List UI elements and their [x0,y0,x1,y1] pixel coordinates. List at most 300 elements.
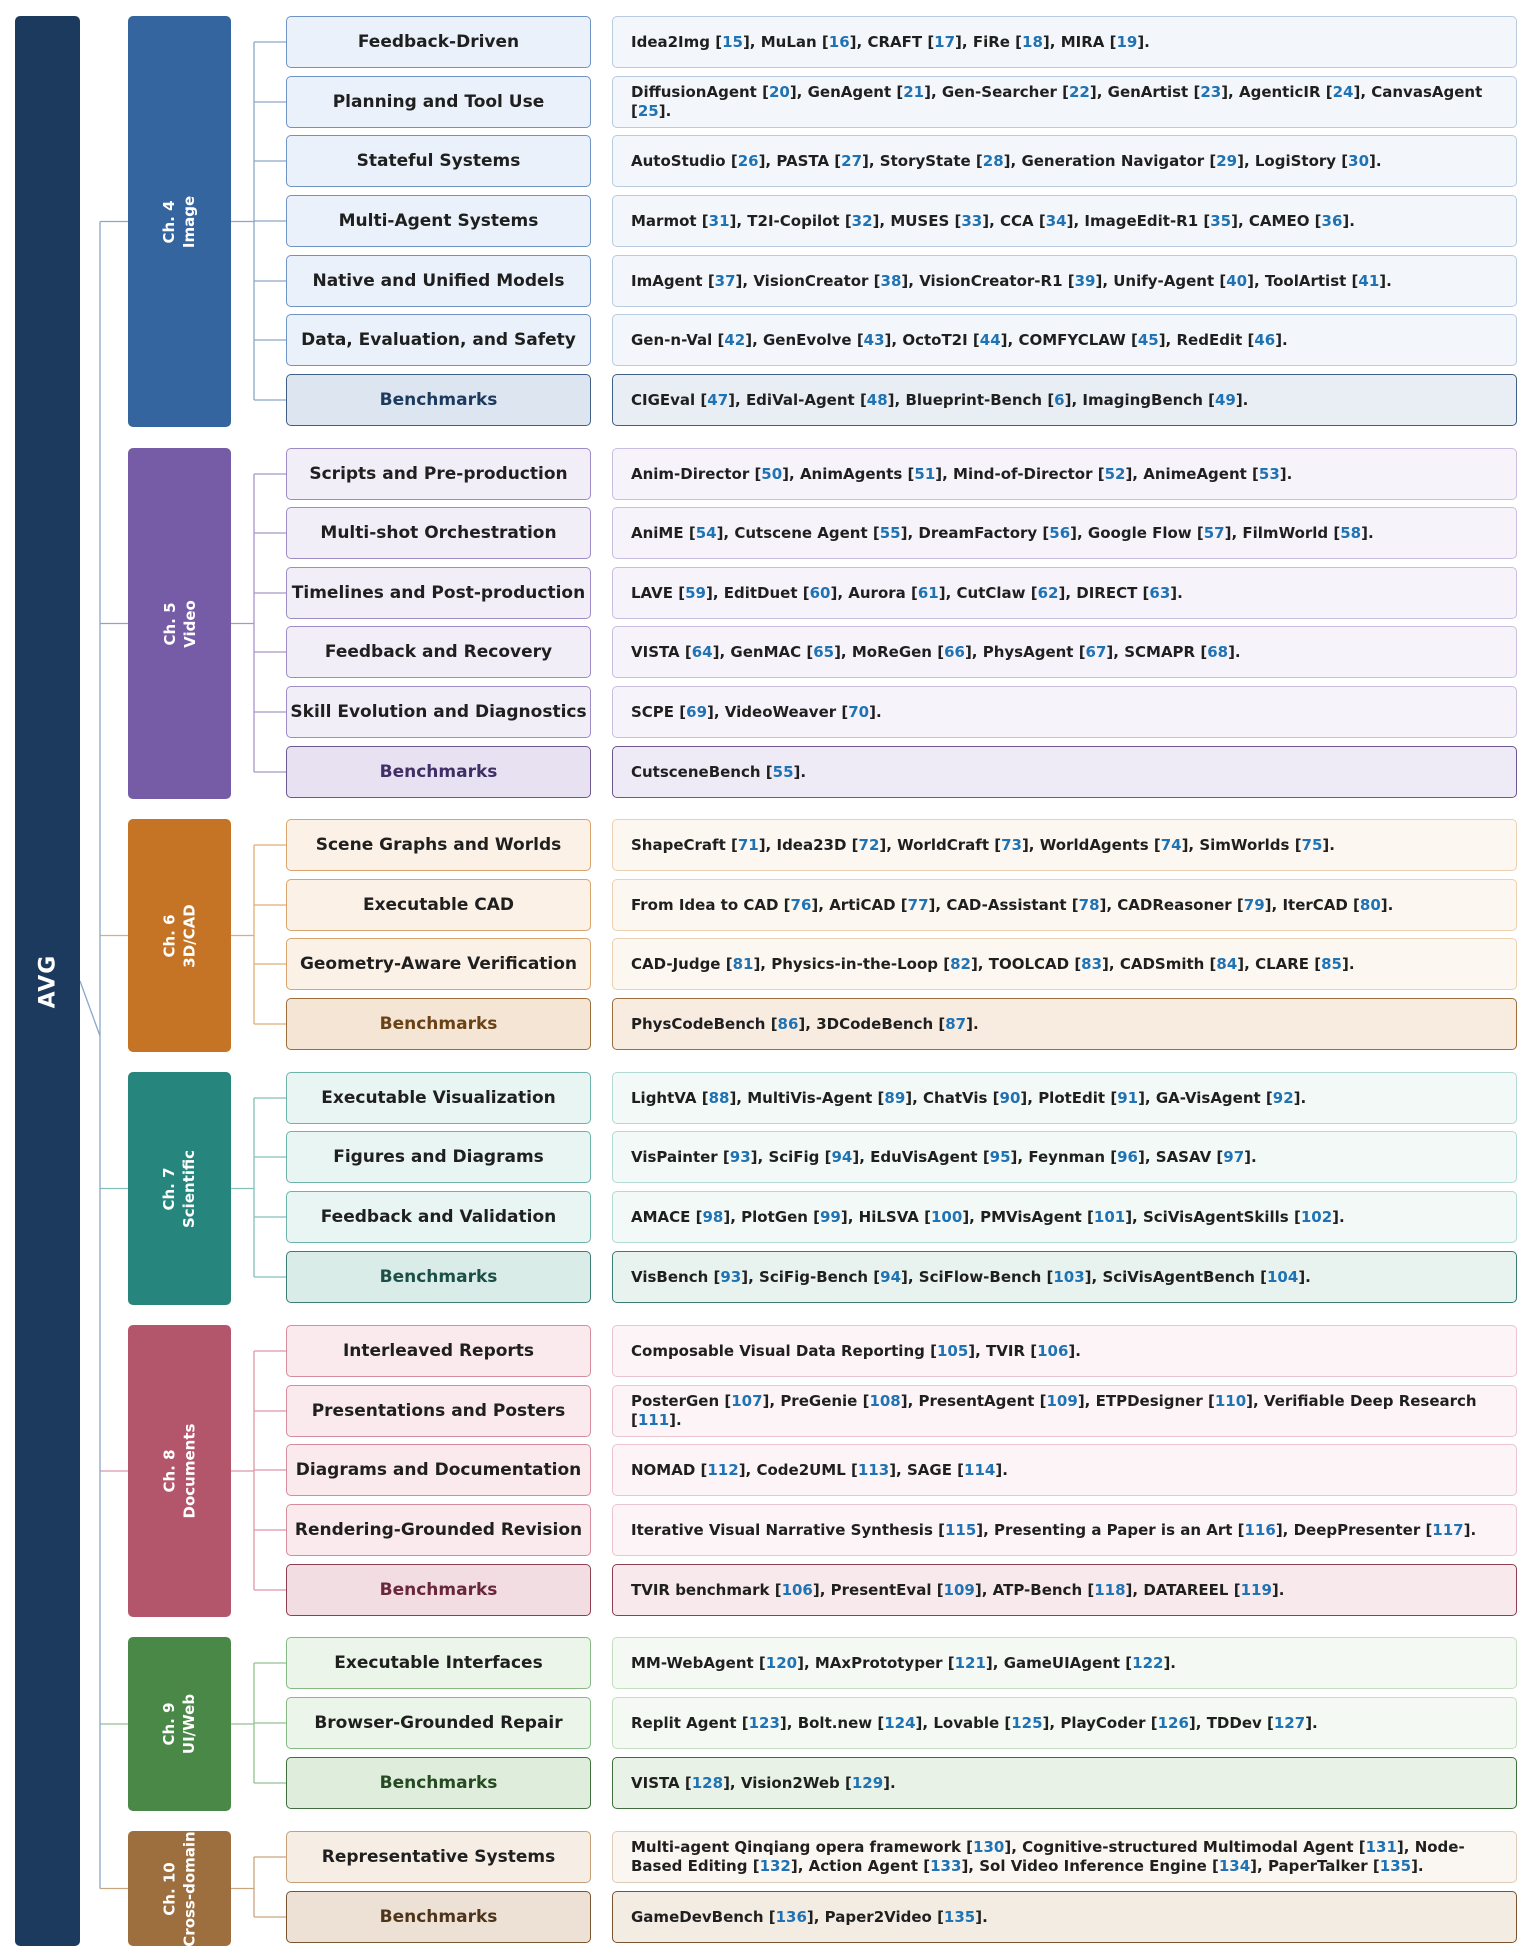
citation-number[interactable]: 132 [759,1857,791,1875]
category-node: Interleaved Reports [286,1325,591,1377]
chapter-number: Ch. 7 [160,1166,179,1211]
citation-number[interactable]: 56 [1049,523,1071,542]
category-node: Executable Interfaces [286,1637,591,1689]
citation-number[interactable]: 88 [708,1088,730,1107]
references-box [612,76,1517,128]
benchmarks-category: Benchmarks [286,998,591,1050]
citation-number[interactable]: 24 [1332,83,1354,101]
citation-number[interactable]: 33 [961,211,983,230]
citation-number[interactable]: 68 [1207,642,1229,661]
reference-name: DATAREEL [1143,1580,1229,1599]
reference-name: PlotGen [741,1207,808,1226]
citation-number[interactable]: 45 [1137,330,1159,349]
citation-number[interactable]: 122 [1132,1653,1164,1672]
citation-number[interactable]: 80 [1359,895,1381,914]
citation-number[interactable]: 117 [1432,1520,1464,1539]
reference-name: TOOLCAD [988,954,1070,973]
reference-name: SCMAPR [1124,642,1196,661]
citation-number[interactable]: 55 [879,523,901,542]
chapter-number: Ch. 5 [160,601,179,646]
reference-name: Presenting a Paper is an Art [994,1520,1233,1539]
reference-name: EditDuet [723,583,798,602]
citation-number[interactable]: 102 [1300,1207,1333,1226]
citation-number[interactable]: 70 [848,702,870,721]
references-box [612,1385,1517,1437]
citation-number[interactable]: 51 [914,464,936,483]
reference-name: GenAgent [807,83,892,101]
chapter-title: UI/Web [180,1693,199,1755]
citation-number[interactable]: 94 [880,1267,902,1286]
reference-list: LightVA [88], MultiVis-Agent [89], ChatVis [90], PlotEdit [91], GA-VisAgent [92]. [631,1088,1307,1107]
reference-name: SciFlow-Bench [918,1267,1042,1286]
citation-number[interactable]: 112 [707,1460,739,1479]
reference-list: VISTA [64], GenMAC [65], MoReGen [66], PhysAgent [67], SCMAPR [68]. [631,642,1241,661]
references-box [612,1831,1517,1883]
citation-number[interactable]: 82 [950,954,971,973]
reference-name: VideoWeaver [724,702,837,721]
citation-number[interactable]: 63 [1149,583,1171,602]
chapter-number: Ch. 4 [160,199,179,244]
citation-number[interactable]: 61 [917,583,939,602]
citation-number[interactable]: 93 [720,1267,742,1286]
citation-number[interactable]: 46 [1254,330,1276,349]
citation-number[interactable]: 81 [732,954,754,973]
reference-name: Bolt.new [797,1713,873,1732]
citation-number[interactable]: 90 [999,1088,1021,1107]
reference-name: TDDev [1206,1713,1262,1732]
citation-number[interactable]: 93 [729,1147,751,1166]
citation-number[interactable]: 22 [1068,83,1090,101]
citation-number[interactable]: 79 [1243,895,1265,914]
references-box [612,567,1517,619]
reference-list: CIGEval [47], EdiVal-Agent [48], Blueprint-Bench [6], ImagingBench [49]. [631,390,1249,409]
citation-number[interactable]: 76 [790,895,812,914]
citation-number[interactable]: 133 [930,1857,962,1875]
reference-name: AgenticIR [1238,83,1321,101]
citation-number[interactable]: 75 [1301,835,1323,854]
reference-name: StoryState [879,151,971,170]
reference-name: CutsceneBench [631,762,761,781]
citation-number[interactable]: 67 [1085,642,1107,661]
citation-number[interactable]: 35 [1210,211,1232,230]
chapter-node [128,448,231,799]
benchmarks-category: Benchmarks [286,1891,591,1943]
reference-list: Gen-n-Val [42], GenEvolve [43], OctoT2I [44], COMFYCLAW [45], RedEdit [46]. [631,330,1288,349]
citation-number[interactable]: 77 [907,895,929,914]
reference-name: SAGE [906,1460,952,1479]
citation-number[interactable]: 95 [989,1147,1011,1166]
reference-name: MultiVis-Agent [747,1088,873,1107]
citation-number[interactable]: 25 [637,102,659,120]
citation-number[interactable]: 105 [936,1341,969,1360]
references-box [612,998,1517,1050]
reference-list: TVIR benchmark [106], PresentEval [109], ATP-Bench [118], DATAREEL [119]. [631,1580,1285,1599]
reference-list: Anim-Director [50], AnimAgents [51], Mind-of-Director [52], AnimeAgent [53]. [631,464,1293,483]
citation-number[interactable]: 17 [934,32,956,51]
citation-number[interactable]: 116 [1244,1520,1276,1539]
citation-number[interactable]: 6 [1054,390,1065,409]
category-node: Rendering-Grounded Revision [286,1504,591,1556]
reference-name: AnimAgents [799,464,903,483]
citation-number[interactable]: 113 [857,1460,890,1479]
citation-number[interactable]: 89 [884,1088,906,1107]
citation-number[interactable]: 69 [686,702,708,721]
citation-number[interactable]: 64 [691,642,713,661]
references-box [612,686,1517,738]
reference-name: CanvasAgent [1371,83,1483,101]
category-node: Skill Evolution and Diagnostics [286,686,591,738]
chapter-node [128,16,231,427]
reference-name: MIRA [1060,32,1105,51]
category-node: Browser-Grounded Repair [286,1697,591,1749]
citation-number[interactable]: 74 [1160,835,1182,854]
references-box [612,1564,1517,1616]
citation-number[interactable]: 65 [813,642,835,661]
reference-list: AutoStudio [26], PASTA [27], StoryState [28], Generation Navigator [29], LogiStory [30]. [631,151,1382,170]
citation-number[interactable]: 54 [695,523,717,542]
citation-number[interactable]: 111 [637,1411,670,1429]
references-box [612,1757,1517,1809]
category-node: Executable CAD [286,879,591,931]
citation-number[interactable]: 40 [1226,271,1248,290]
citation-number[interactable]: 20 [768,83,790,101]
reference-name: HiLSVA [858,1207,919,1226]
citation-number[interactable]: 114 [964,1460,996,1479]
reference-list: CAD-Judge [81], Physics-in-the-Loop [82], TOOLCAD [83], CADSmith [84], CLARE [85]. [631,954,1355,973]
reference-name: GameDevBench [631,1907,764,1926]
citation-number[interactable]: 103 [1053,1267,1085,1286]
citation-number[interactable]: 110 [1214,1392,1247,1410]
citation-number[interactable]: 34 [1045,211,1067,230]
reference-name: ImAgent [631,271,703,290]
reference-name: PaperTalker [1267,1857,1368,1875]
citation-number[interactable]: 26 [737,151,759,170]
reference-name: Google Flow [1087,523,1192,542]
reference-name: NOMAD [631,1460,696,1479]
reference-list: VISTA [128], Vision2Web [129]. [631,1773,896,1792]
category-node: Figures and Diagrams [286,1131,591,1183]
reference-name: IterCAD [1282,895,1348,914]
citation-number[interactable]: 91 [1117,1088,1139,1107]
citation-number[interactable]: 30 [1348,151,1370,170]
category-node: Feedback-Driven [286,16,591,68]
benchmarks-category: Benchmarks [286,374,591,426]
chapter-label [159,1694,199,1754]
references-box [612,314,1517,366]
citation-number[interactable]: 130 [973,1838,1005,1856]
citation-number[interactable]: 94 [831,1147,853,1166]
citation-number[interactable]: 136 [775,1907,807,1926]
reference-list: NOMAD [112], Code2UML [113], SAGE [114]. [631,1460,1008,1479]
reference-list: AniME [54], Cutscene Agent [55], DreamFactory [56], Google Flow [57], FilmWorld [58]. [631,523,1374,542]
chapter-title: Video [180,599,199,648]
citation-number[interactable]: 109 [943,1580,975,1599]
citation-number[interactable]: 92 [1272,1088,1294,1107]
citation-number[interactable]: 16 [828,32,850,51]
reference-name: TVIR [986,1341,1026,1360]
reference-list: SCPE [69], VideoWeaver [70]. [631,702,882,721]
category-node: Representative Systems [286,1831,591,1883]
reference-name: TVIR benchmark [631,1580,770,1599]
citation-number[interactable]: 41 [1358,271,1380,290]
citation-number[interactable]: 98 [702,1207,724,1226]
citation-number[interactable]: 29 [1216,151,1238,170]
reference-name: GameUIAgent [1003,1653,1121,1672]
citation-number[interactable]: 108 [869,1392,901,1410]
references-box [612,879,1517,931]
reference-name: ImageEdit-R1 [1084,211,1199,230]
reference-list: Composable Visual Data Reporting [105], TVIR [106]. [631,1341,1081,1360]
citation-number[interactable]: 83 [1081,954,1103,973]
reference-name: DiffusionAgent [631,83,757,101]
citation-number[interactable]: 87 [945,1014,967,1033]
citation-number[interactable]: 58 [1340,523,1362,542]
reference-name: VisPainter [631,1147,718,1166]
reference-name: CRAFT [867,32,923,51]
chapter-label [159,600,199,648]
citation-number[interactable]: 128 [691,1773,724,1792]
citation-number[interactable]: 134 [1218,1857,1251,1875]
reference-list: PhysCodeBench [86], 3DCodeBench [87]. [631,1014,979,1033]
reference-name: CAMEO [1248,211,1310,230]
reference-name: SciFig [768,1147,820,1166]
citation-number[interactable]: 85 [1321,954,1342,973]
chapter-node [128,819,231,1052]
citation-number[interactable]: 36 [1321,211,1343,230]
citation-number[interactable]: 124 [884,1713,916,1732]
reference-name: Sol Video Inference Engine [979,1857,1207,1875]
reference-name: VISTA [631,1773,680,1792]
reference-name: ETPDesigner [1095,1392,1203,1410]
references-box [612,448,1517,500]
reference-name: MuLan [760,32,817,51]
reference-name: Mind-of-Director [953,464,1093,483]
reference-name: DeepPresenter [1293,1520,1421,1539]
citation-number[interactable]: 96 [1117,1147,1138,1166]
reference-name: OctoT2I [902,330,968,349]
reference-name: PhysCodeBench [631,1014,766,1033]
reference-name: SCPE [631,702,675,721]
chapter-node [128,1325,231,1617]
citation-number[interactable]: 32 [851,211,873,230]
references-box [612,1697,1517,1749]
reference-name: LAVE [631,583,674,602]
reference-name: Anim-Director [631,464,750,483]
citation-number[interactable]: 21 [903,83,925,101]
reference-name: MUSES [890,211,950,230]
citation-number[interactable]: 135 [943,1907,976,1926]
chapter-node [128,1831,231,1946]
citation-number[interactable]: 39 [1074,271,1096,290]
citation-number[interactable]: 86 [777,1014,799,1033]
reference-name: T2I-Copilot [747,211,840,230]
citation-number[interactable]: 23 [1200,83,1222,101]
reference-name: DIRECT [1076,583,1138,602]
citation-number[interactable]: 118 [1094,1580,1126,1599]
reference-name: COMFYCLAW [1018,330,1126,349]
citation-number[interactable]: 121 [954,1653,986,1672]
citation-number[interactable]: 106 [1037,1341,1069,1360]
reference-name: Unify-Agent [1113,271,1215,290]
reference-list: CutsceneBench [55]. [631,762,807,781]
citation-number[interactable]: 104 [1267,1267,1299,1286]
chapter-label [160,904,200,967]
references-box [612,938,1517,990]
citation-number[interactable]: 78 [1078,895,1100,914]
references-box [612,16,1517,68]
reference-name: WorldCraft [897,835,989,854]
reference-name: PMVisAgent [980,1207,1082,1226]
citation-number[interactable]: 50 [761,464,783,483]
reference-list: DiffusionAgent [20], GenAgent [21], Gen-Searcher [22], GenArtist [23], AgenticIR [24], CanvasAgent [25]. [631,83,1483,120]
reference-list: Marmot [31], T2I-Copilot [32], MUSES [33], CCA [34], ImageEdit-R1 [35], CAMEO [36]. [631,211,1355,230]
citation-number[interactable]: 28 [982,151,1004,170]
citation-number[interactable]: 47 [707,390,729,409]
chapter-number: Ch. 6 [160,913,179,958]
reference-name: CIGEval [631,390,696,409]
citation-number[interactable]: 101 [1093,1207,1126,1226]
chapter-title: Cross-domain [180,1830,199,1947]
citation-number[interactable]: 99 [820,1207,841,1226]
references-box [612,1637,1517,1689]
reference-name: PASTA [776,151,830,170]
reference-list: ImAgent [37], VisionCreator [38], VisionCreator-R1 [39], Unify-Agent [40], ToolArtist [41]. [631,271,1392,290]
citation-number[interactable]: 66 [944,642,965,661]
citation-number[interactable]: 59 [685,583,706,602]
reference-name: Gen-n-Val [631,330,713,349]
reference-name: Multi-agent Qinqiang opera framework [631,1838,961,1856]
citation-number[interactable]: 84 [1216,954,1238,973]
citation-number[interactable]: 120 [765,1653,798,1672]
citation-number[interactable]: 27 [841,151,863,170]
references-box [612,1325,1517,1377]
citation-number[interactable]: 129 [851,1773,884,1792]
references-box [612,1251,1517,1303]
reference-name: Code2UML [756,1460,846,1479]
chapter-number: Ch. 8 [160,1449,179,1493]
reference-name: FilmWorld [1242,523,1329,542]
citation-number[interactable]: 43 [863,330,885,349]
reference-name: MoReGen [851,642,932,661]
citation-number[interactable]: 57 [1203,523,1225,542]
benchmarks-category: Benchmarks [286,1564,591,1616]
reference-name: Blueprint-Bench [905,390,1043,409]
reference-name: VisionCreator-R1 [919,271,1063,290]
reference-name: WorldAgents [1039,835,1149,854]
reference-list: Idea2Img [15], MuLan [16], CRAFT [17], FiRe [18], MIRA [19]. [631,32,1150,51]
reference-name: GA-VisAgent [1155,1088,1261,1107]
reference-name: AniME [631,523,684,542]
category-node: Feedback and Validation [286,1191,591,1243]
reference-name: Feynman [1028,1147,1106,1166]
reference-name: SciFig-Bench [759,1267,869,1286]
citation-number[interactable]: 100 [931,1207,963,1226]
reference-name: DreamFactory [918,523,1038,542]
citation-number[interactable]: 126 [1157,1713,1189,1732]
citation-number[interactable]: 52 [1104,464,1126,483]
reference-list: Iterative Visual Narrative Synthesis [115], Presenting a Paper is an Art [116], DeepPresenter [117]. [631,1520,1477,1539]
citation-number[interactable]: 115 [944,1520,977,1539]
citation-number[interactable]: 31 [708,211,730,230]
category-node: Native and Unified Models [286,255,591,307]
reference-name: Idea23D [776,835,847,854]
reference-name: Cognitive-structured Multimodal Agent [1022,1838,1354,1856]
reference-name: ToolArtist [1264,271,1347,290]
citation-number[interactable]: 107 [731,1392,763,1410]
citation-number[interactable]: 62 [1037,583,1059,602]
citation-number[interactable]: 15 [722,32,743,51]
citation-number[interactable]: 123 [748,1713,780,1732]
reference-list: VisPainter [93], SciFig [94], EduVisAgent [95], Feynman [96], SASAV [97]. [631,1147,1257,1166]
citation-number[interactable]: 73 [1001,835,1022,854]
chapter-node [128,1072,231,1305]
citation-number[interactable]: 37 [714,271,736,290]
reference-name: Gen-Searcher [941,83,1057,101]
citation-number[interactable]: 42 [724,330,746,349]
citation-number[interactable]: 72 [858,835,880,854]
citation-number[interactable]: 106 [781,1580,813,1599]
reference-name: CAD-Judge [631,954,721,973]
citation-number[interactable]: 38 [880,271,902,290]
citation-number[interactable]: 53 [1258,464,1280,483]
citation-number[interactable]: 19 [1116,32,1138,51]
citation-number[interactable]: 60 [809,583,831,602]
reference-name: VisBench [631,1267,709,1286]
citation-number[interactable]: 49 [1214,390,1236,409]
reference-name: Aurora [848,583,906,602]
category-node: Presentations and Posters [286,1385,591,1437]
reference-list: From Idea to CAD [76], ArtiCAD [77], CAD-Assistant [78], CADReasoner [79], IterCAD [80]. [631,895,1394,914]
citation-number[interactable]: 127 [1273,1713,1306,1732]
chapter-label [160,195,200,247]
citation-number[interactable]: 125 [1011,1713,1043,1732]
chapter-title: Scientific [180,1149,199,1228]
reference-name: Action Agent [808,1857,919,1875]
citation-number[interactable]: 109 [1046,1392,1078,1410]
citation-number[interactable]: 48 [866,390,888,409]
reference-name: 3DCodeBench [816,1014,934,1033]
citation-number[interactable]: 18 [1022,32,1043,51]
citation-number[interactable]: 44 [979,330,1001,349]
category-node: Scripts and Pre-production [286,448,591,500]
references-box [612,626,1517,678]
category-node: Planning and Tool Use [286,76,591,128]
citation-number[interactable]: 55 [772,762,794,781]
reference-name: Paper2Video [824,1907,932,1926]
citation-number[interactable]: 119 [1240,1580,1272,1599]
benchmarks-category: Benchmarks [286,1757,591,1809]
reference-list: AMACE [98], PlotGen [99], HiLSVA [100], PMVisAgent [101], SciVisAgentSkills [102]. [631,1207,1345,1226]
chapter-label [160,1831,200,1946]
reference-name: Verifiable Deep Research [1263,1392,1477,1410]
citation-number[interactable]: 131 [1365,1838,1397,1856]
citation-number[interactable]: 135 [1379,1857,1412,1875]
reference-name: CCA [1000,211,1034,230]
reference-name: PresentEval [830,1580,932,1599]
reference-name: AMACE [631,1207,691,1226]
reference-name: ChatVis [923,1088,988,1107]
reference-list: PosterGen [107], PreGenie [108], PresentAgent [109], ETPDesigner [110], Verifiable Deep Research [111]. [631,1392,1477,1429]
citation-number[interactable]: 71 [737,835,759,854]
reference-name: Physics-in-the-Loop [771,954,938,973]
citation-number[interactable]: 97 [1223,1147,1245,1166]
reference-name: PlayCoder [1060,1713,1146,1732]
reference-name: SciVisAgentSkills [1142,1207,1289,1226]
chapter-title: 3D/CAD [180,903,199,968]
chapter-label [159,1149,199,1227]
reference-name: ArtiCAD [829,895,896,914]
reference-name: Replit Agent [631,1713,737,1732]
